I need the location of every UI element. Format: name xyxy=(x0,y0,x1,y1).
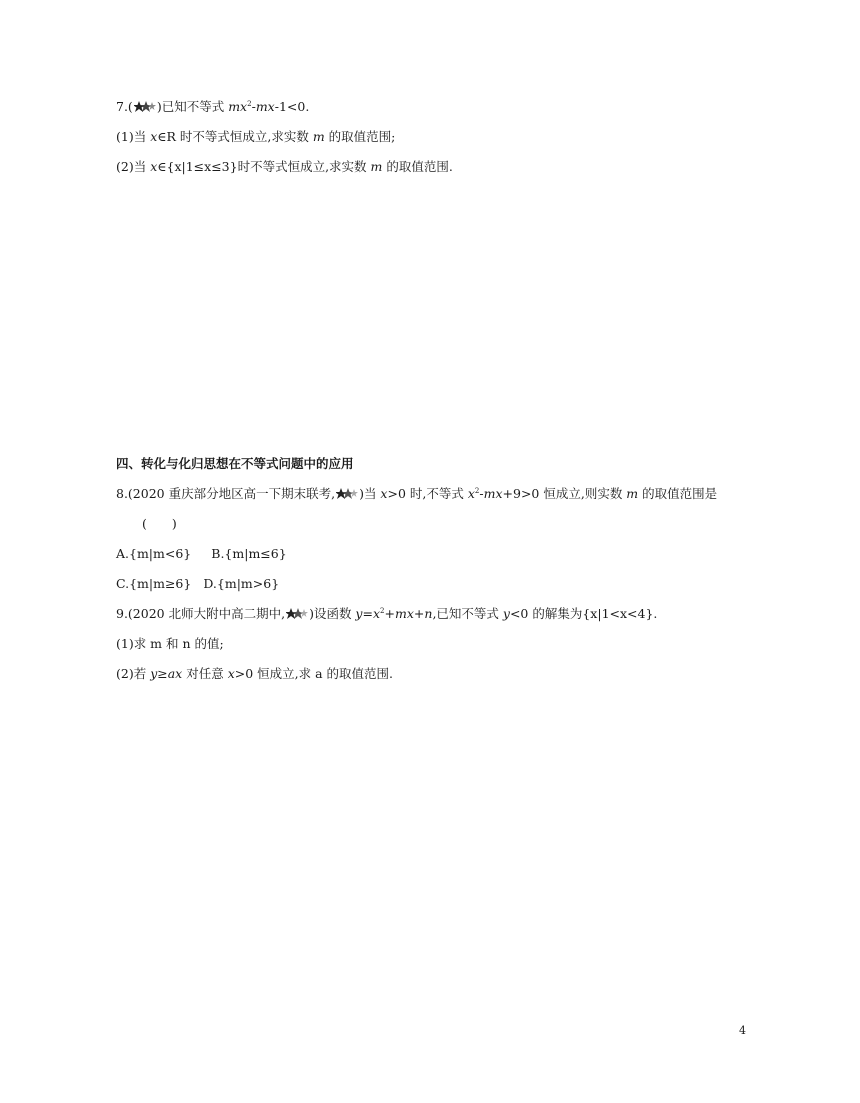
q9-part1: (1)求 m 和 n 的值; xyxy=(116,636,224,651)
difficulty-stars-icon xyxy=(336,488,358,504)
q9-p2-mid: 对任意 xyxy=(182,666,228,681)
q9-source: 9.(2020 北师大附中高二期中, xyxy=(116,606,286,621)
answer-blank: ( ) xyxy=(142,516,177,531)
q8-stem xyxy=(116,486,717,504)
option-a: A.{m|m<6} xyxy=(116,546,192,561)
var-x: x xyxy=(467,486,475,501)
var-x: x xyxy=(227,666,235,681)
q9-mid: )设函数 xyxy=(309,606,356,621)
q8-tail: +9>0 恒成立,则实数 xyxy=(502,486,627,501)
q7-p2-set: ∈{x|1≤x≤3} xyxy=(157,159,238,174)
var-y: y xyxy=(355,606,363,621)
option-b: B.{m|m≤6} xyxy=(211,546,287,561)
q8-end: 的取值范围是 xyxy=(638,486,718,501)
q9-part2 xyxy=(116,666,393,682)
var-m: m xyxy=(312,129,325,144)
q8-mid: )当 xyxy=(359,486,381,501)
q7-tail: -1<0. xyxy=(274,99,310,114)
term-mx: mx xyxy=(483,486,503,501)
op-plus: + xyxy=(413,606,425,621)
var-x: x xyxy=(380,486,388,501)
var-x: x xyxy=(150,129,158,144)
q7-p1-mid: ∈R 时不等式恒成立,求实数 xyxy=(157,129,313,144)
q8-options-ab xyxy=(116,546,287,562)
op-eq: = xyxy=(362,606,373,621)
op-minus: - xyxy=(479,486,484,501)
q7-part2 xyxy=(116,159,453,175)
var-m: m xyxy=(370,159,383,174)
q7-p2-end: 的取值范围. xyxy=(382,159,453,174)
option-d: D.{m|m>6} xyxy=(203,576,280,591)
q7-part1 xyxy=(116,129,395,145)
q9-p2-expr: y≥ax xyxy=(150,666,183,681)
op-plus: + xyxy=(384,606,395,621)
var-y: y xyxy=(502,606,510,621)
var-m: m xyxy=(228,99,241,114)
q7-close: ) xyxy=(156,99,162,114)
q7-p2-mid: 时不等式恒成立,求实数 xyxy=(237,159,371,174)
page-number: 4 xyxy=(739,1024,746,1037)
q8-gt: >0 时,不等式 xyxy=(387,486,468,501)
var-n: n xyxy=(424,606,433,621)
option-c: C.{m|m≥6} xyxy=(116,576,192,591)
op-minus: - xyxy=(251,99,256,114)
var-x: x xyxy=(372,606,381,621)
term-mx: mx xyxy=(255,99,275,114)
difficulty-stars-icon xyxy=(286,608,308,624)
exponent: 2 xyxy=(247,100,252,108)
q7-p1-end: 的取值范围; xyxy=(324,129,396,144)
q7-p1-pre: (1)当 xyxy=(116,129,151,144)
q7-stem xyxy=(116,99,309,117)
var-x: x xyxy=(240,99,248,114)
exponent: 2 xyxy=(380,607,385,615)
q8-source: 8.(2020 重庆部分地区高一下期末联考, xyxy=(116,486,336,501)
exponent: 2 xyxy=(474,487,480,495)
section-heading: 四、转化与化归思想在不等式问题中的应用 xyxy=(116,456,354,471)
q7-p2-pre: (2)当 xyxy=(116,159,151,174)
q9-p2-pre: (2)若 xyxy=(116,666,151,681)
var-m: m xyxy=(626,486,639,501)
var-x: x xyxy=(150,159,158,174)
difficulty-stars-icon xyxy=(134,101,156,117)
q7-stem-text: 已知不等式 xyxy=(161,99,229,114)
q9-p2-end: >0 恒成立,求 a 的取值范围. xyxy=(234,666,393,681)
q7-number: 7.( xyxy=(116,99,133,114)
q9-solution-set: <0 的解集为{x|1<x<4}. xyxy=(509,606,658,621)
q9-stem xyxy=(116,606,657,624)
term-mx: mx xyxy=(394,606,414,621)
q9-tail: ,已知不等式 xyxy=(432,606,503,621)
q8-options-cd xyxy=(116,576,279,592)
